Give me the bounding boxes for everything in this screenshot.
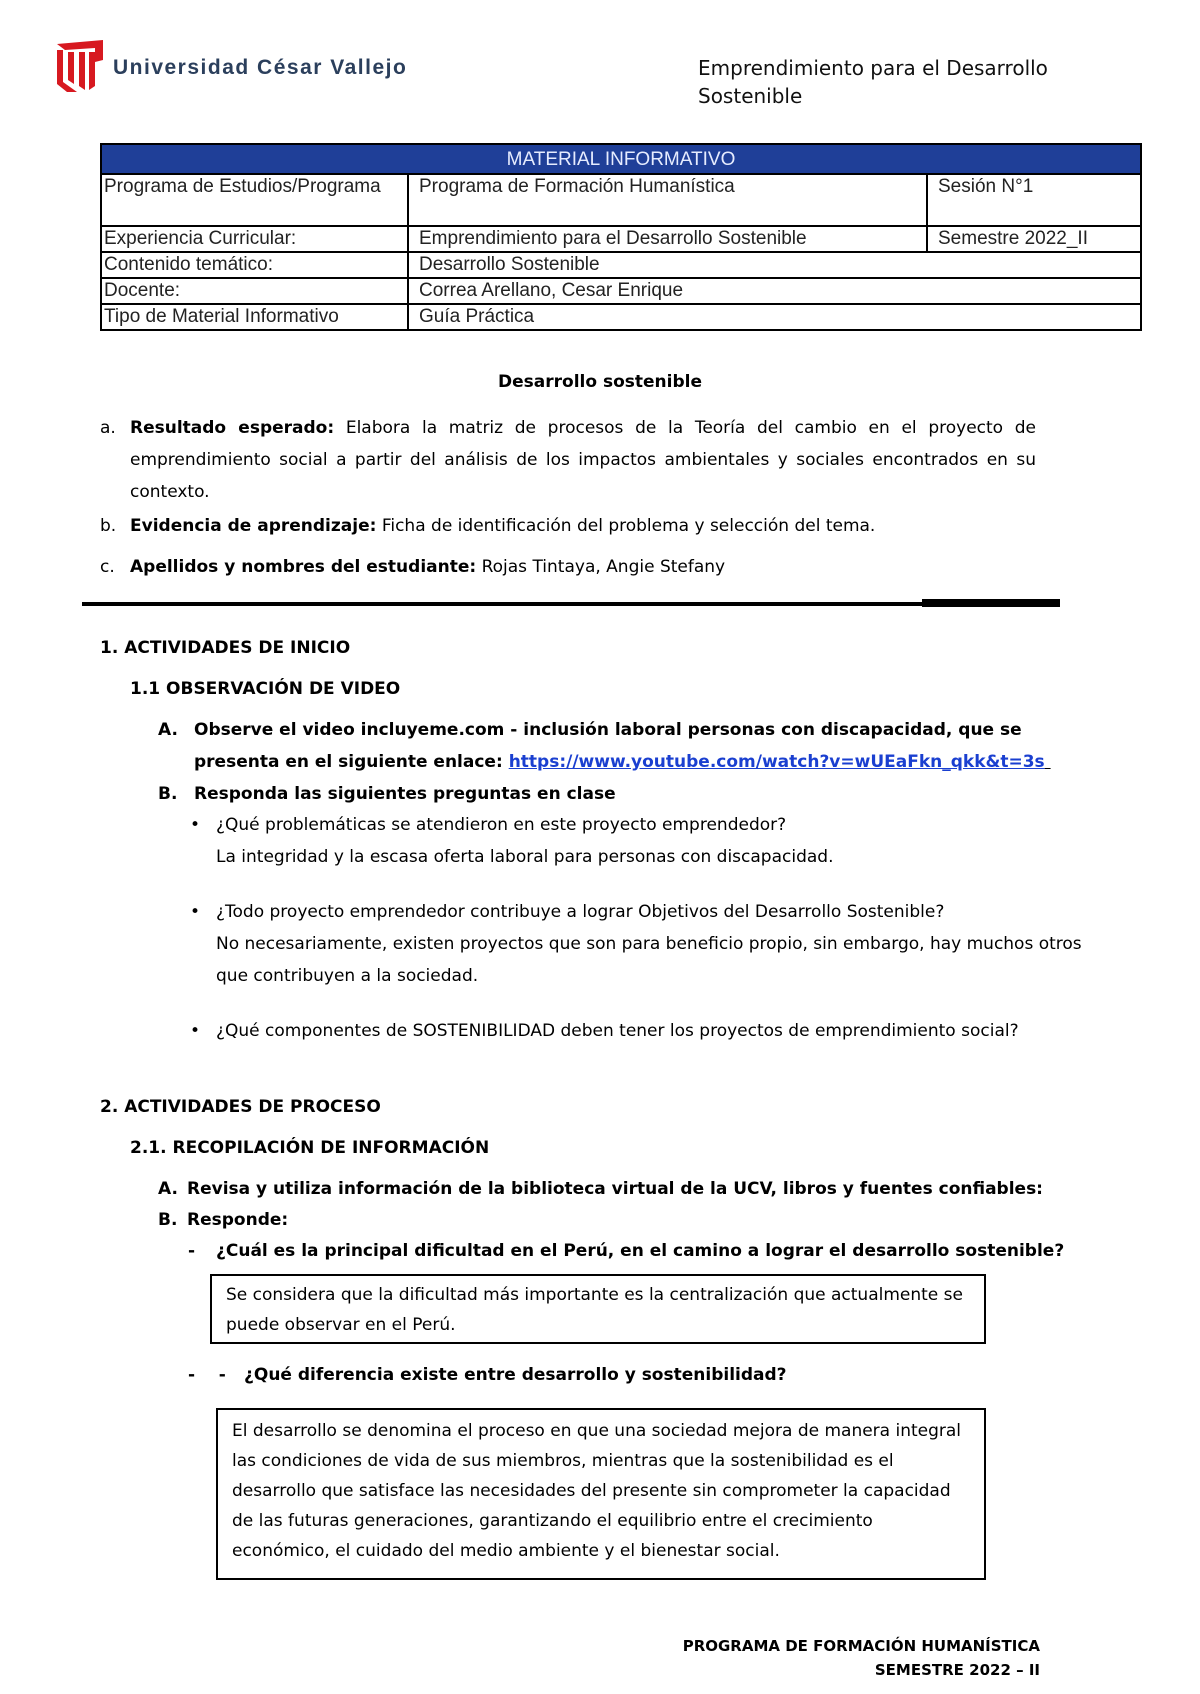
list-item bbox=[130, 412, 1036, 508]
question-text: ¿Qué problemáticas se atendieron en este proyecto emprendedor? bbox=[216, 815, 787, 835]
table-value: Guía Práctica bbox=[408, 304, 1141, 330]
item-text: Observe el video incluyeme.com - inclusión laboral personas con discapacidad, que se presenta en el siguiente enlace: bbox=[194, 720, 1022, 772]
university-name: Universidad César Vallejo bbox=[113, 56, 408, 79]
section-heading: 1. ACTIVIDADES DE INICIO bbox=[100, 638, 351, 658]
table-value: Desarrollo Sostenible bbox=[408, 252, 1141, 278]
course-title: Emprendimiento para el Desarrollo Sostenible bbox=[698, 56, 1048, 108]
list-item bbox=[130, 510, 1036, 542]
dash-icon: - bbox=[188, 1241, 196, 1261]
answer-box: Se considera que la dificultad más importante es la centralización que actualmente se puede observar en el Perú. bbox=[210, 1274, 986, 1344]
table-value: Correa Arellano, Cesar Enrique bbox=[408, 278, 1141, 304]
footer bbox=[683, 1634, 1040, 1682]
question-block bbox=[216, 809, 1096, 873]
section-title: Desarrollo sostenible bbox=[498, 372, 702, 392]
item-text: Ficha de identificación del problema y selección del tema. bbox=[376, 516, 876, 536]
bullet-icon: • bbox=[190, 1021, 201, 1041]
video-link[interactable]: https://www.youtube.com/watch?v=wUEaFkn_qkk&t=3s bbox=[508, 752, 1045, 772]
university-logo-icon bbox=[55, 40, 105, 92]
material-info-table bbox=[100, 143, 1142, 331]
list-item bbox=[130, 551, 1036, 583]
question-text: ¿Cuál es la principal dificultad en el Perú, en el camino a lograr el desarrollo sostenible? bbox=[216, 1241, 1065, 1261]
bullet-icon: • bbox=[190, 815, 201, 835]
question-text: ¿Qué diferencia existe entre desarrollo y sostenibilidad? bbox=[244, 1365, 787, 1385]
subsection-heading: 2.1. RECOPILACIÓN DE INFORMACIÓN bbox=[130, 1138, 490, 1158]
table-label: Programa de Estudios/Programa bbox=[101, 174, 408, 226]
answer-box: El desarrollo se denomina el proceso en que una sociedad mejora de manera integral las condiciones de vida de sus miembros, mientras que la sostenibilidad es el desarrollo que satisface las necesidades del presente sin comprometer la capacidad de las futuras generaciones, garantizando el equilibrio entre el crecimiento económico, el cuidado del medio ambiente y el bienestar social. bbox=[216, 1408, 986, 1580]
table-label: Docente: bbox=[101, 278, 408, 304]
footer-program: PROGRAMA DE FORMACIÓN HUMANÍSTICA bbox=[682, 1637, 1040, 1655]
section-heading: 2. ACTIVIDADES DE PROCESO bbox=[100, 1097, 381, 1117]
item-label: Apellidos y nombres del estudiante: bbox=[130, 557, 477, 577]
footer-semester: SEMESTRE 2022 – II bbox=[874, 1661, 1040, 1679]
table-label: Contenido temático: bbox=[101, 252, 408, 278]
list-item-text: Revisa y utiliza información de la biblioteca virtual de la UCV, libros y fuentes confiables: bbox=[187, 1179, 1043, 1199]
table-extra: Sesión N°1 bbox=[927, 174, 1141, 226]
list-marker: a. bbox=[100, 418, 116, 438]
item-label: Resultado esperado: bbox=[130, 418, 335, 438]
item-text: Rojas Tintaya, Angie Stefany bbox=[476, 557, 726, 577]
item-label: Evidencia de aprendizaje: bbox=[130, 516, 377, 536]
list-marker: c. bbox=[100, 557, 115, 577]
table-value: Emprendimiento para el Desarrollo Sostenible bbox=[408, 226, 927, 252]
table-heading: MATERIAL INFORMATIVO bbox=[101, 144, 1141, 174]
item-text: Elabora la matriz de procesos de la Teoría del cambio en el proyecto de emprendimiento social a partir del análisis de los impactos ambientales y sociales encontrados en su contexto. bbox=[130, 418, 1036, 502]
list-marker: B. bbox=[158, 784, 178, 804]
bullet-icon: • bbox=[190, 902, 201, 922]
divider-accent bbox=[922, 599, 1060, 607]
question-text: ¿Qué componentes de SOSTENIBILIDAD deben tener los proyectos de emprendimiento social? bbox=[216, 1021, 1019, 1041]
question-block bbox=[216, 1015, 1116, 1047]
list-item-text: Responda las siguientes preguntas en clase bbox=[194, 784, 616, 804]
list-marker: b. bbox=[100, 516, 117, 536]
dash-icon: - - bbox=[188, 1365, 226, 1385]
list-marker: A. bbox=[158, 720, 178, 740]
table-label: Tipo de Material Informativo bbox=[101, 304, 408, 330]
divider bbox=[82, 602, 1060, 606]
table-value: Programa de Formación Humanística bbox=[408, 174, 927, 226]
list-item-text: Responde: bbox=[187, 1210, 289, 1230]
list-marker: B. bbox=[158, 1210, 178, 1230]
subsection-heading: 1.1 OBSERVACIÓN DE VIDEO bbox=[130, 679, 401, 699]
answer-text: No necesariamente, existen proyectos que son para beneficio propio, sin embargo, hay muchos otros que contribuyen a la sociedad. bbox=[216, 934, 1082, 986]
list-marker: A. bbox=[158, 1179, 178, 1199]
question-text: ¿Todo proyecto emprendedor contribuye a lograr Objetivos del Desarrollo Sostenible? bbox=[216, 902, 945, 922]
table-extra: Semestre 2022_II bbox=[927, 226, 1141, 252]
question-block bbox=[216, 896, 1096, 992]
list-item bbox=[194, 714, 1084, 778]
answer-text: La integridad y la escasa oferta laboral para personas con discapacidad. bbox=[216, 847, 834, 867]
table-label: Experiencia Curricular: bbox=[101, 226, 408, 252]
